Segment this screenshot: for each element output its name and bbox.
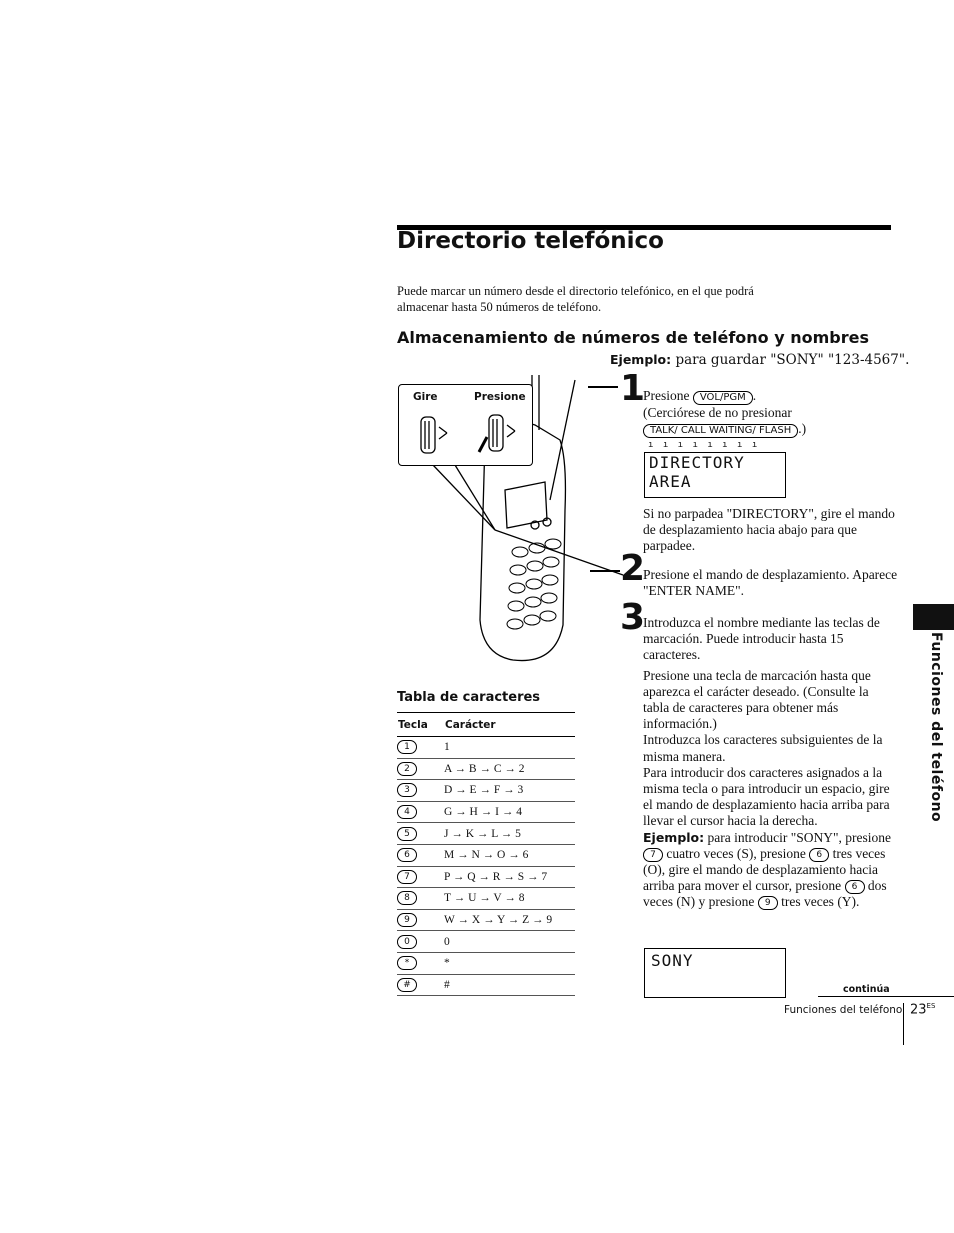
table-cell-chars: A → B → C → 2 [444,758,575,780]
lcd-directory [644,452,786,498]
footer-divider [903,1003,904,1045]
step-3-ex-a: para introducir "SONY", presione [707,829,892,845]
example-line [610,352,909,368]
talk-flash-key: TALK/ CALL WAITING/ FLASH [643,424,798,438]
table-cell-key [397,801,444,823]
step-1-arrow [588,386,618,388]
page-number-value: 23 [910,1002,927,1018]
table-cell-key [397,823,444,845]
step-1-instruction: Presione [643,388,690,403]
table-cell-key [397,737,444,759]
dial-key-icon: 3 [397,783,417,797]
step-3-example-label: Ejemplo: [643,829,705,845]
turn-label: Gire [413,391,438,403]
table-cell-chars: 1 [444,737,575,759]
step-2-text: Presione el mando de desplazamiento. Aparece "ENTER NAME". [643,567,898,599]
page-title: Directorio telefónico [397,228,664,254]
step-3-ex-d: dos veces (N) y presione [643,878,887,910]
dial-key-icon: 6 [397,848,417,862]
jog-dial-icon [409,407,524,462]
step-3-p2: Presione una tecla de marcación hasta que aparezca el carácter deseado. (Consulte la tabla de caracteres para obtener más información.) [643,667,871,732]
table-row [397,758,575,780]
table-row [397,974,575,996]
dial-key-icon: 9 [397,913,417,927]
side-tab-label: Funciones del teléfono [928,632,944,823]
table-cell-key [397,888,444,910]
step-3-text [643,615,898,911]
footer-section: Funciones del teléfono [784,1004,903,1016]
table-cell-chars: P → Q → R → S → 7 [444,866,575,888]
table-cell-chars: D → E → F → 3 [444,780,575,802]
step-3-ex-b: cuatro veces (S), presione [666,845,806,861]
step-3-p3: Introduzca los caracteres subsiguientes de la misma manera. [643,732,883,764]
dial-key-icon: * [397,956,417,970]
key-6-button: 6 [845,880,865,894]
dial-key-icon: 4 [397,805,417,819]
dial-key-icon: # [397,978,417,992]
jog-dial-callout [398,384,533,466]
table-row [397,888,575,910]
table-row [397,931,575,953]
step-1-number: 1 [620,368,646,409]
blink-marks: ı ı ı ı ı ı ı ı [648,440,760,450]
dial-key-icon: 7 [397,870,417,884]
character-table [397,712,575,996]
table-cell-chars: W → X → Y → Z → 9 [444,909,575,931]
table-cell-key [397,952,444,974]
table-cell-chars: * [444,952,575,974]
step-1-after: Si no parpadea "DIRECTORY", gire el mando de desplazamiento hacia abajo para que parpadee. [643,506,895,554]
step-2-number: 2 [620,548,646,589]
step-1-note-end: .) [798,421,807,437]
step-3-ex-e: tres veces (Y). [781,894,860,910]
dial-key-icon: 2 [397,762,417,776]
table-row [397,844,575,866]
example-text: para guardar "SONY" "123-4567". [675,352,910,368]
table-header-row [397,713,575,737]
step-2-arrow [590,570,620,572]
table-row [397,866,575,888]
step-3-p1: Introduzca el nombre mediante las teclas de marcación. Puede introducir hasta 15 caracteres. [643,615,880,663]
step-1-note: (Cerciórese de no presionar [643,405,792,420]
table-cell-key [397,866,444,888]
key-9-button: 9 [758,896,778,910]
step-1-text: Presione VOL/PGM . (Cerciórese de no presionar TALK/ CALL WAITING/ FLASH .) [643,388,807,437]
example-label: Ejemplo: [610,352,672,367]
vol-pgm-key: VOL/PGM [693,391,753,405]
table-row [397,823,575,845]
dial-key-icon: 0 [397,935,417,949]
header-key: Tecla [397,713,444,737]
table-cell-chars: # [444,974,575,996]
continued-label: continúa [843,984,890,995]
page-number [910,1002,935,1017]
dial-key-icon: 1 [397,740,417,754]
intro-paragraph: Puede marcar un número desde el directorio telefónico, en el que podrá almacenar hasta 50 números de teléfono. [397,284,754,314]
page-language-suffix: ES [926,1002,936,1010]
table-cell-chars: 0 [444,931,575,953]
step-3-example [643,830,898,911]
table-cell-chars: G → H → I → 4 [444,801,575,823]
step-3-p4: Para introducir dos caracteres asignados a la misma tecla o para introducir un espacio, gire el mando de desplazamiento hacia arriba para llevar el cursor hacia la derecha. [643,764,890,829]
dial-key-icon: 8 [397,891,417,905]
table-cell-chars: T → U → V → 8 [444,888,575,910]
table-cell-key [397,931,444,953]
step-3-number: 3 [620,597,646,638]
section-title: Almacenamiento de números de teléfono y nombres [397,328,870,347]
table-row [397,909,575,931]
key-6-button: 6 [809,848,829,862]
section-tab-marker [913,604,954,630]
table-cell-chars: J → K → L → 5 [444,823,575,845]
table-row [397,801,575,823]
table-cell-key [397,974,444,996]
header-char: Carácter [444,713,575,737]
lcd-sony-text: SONY [651,951,694,970]
key-7-button: 7 [643,848,663,862]
table-cell-key [397,909,444,931]
table-row [397,952,575,974]
step-3-ex-c: tres veces (O), gire el mando de desplazamiento hacia arriba para mover el cursor, presione [643,845,886,894]
table-row [397,737,575,759]
table-title: Tabla de caracteres [397,690,541,705]
table-cell-key [397,844,444,866]
dial-key-icon: 5 [397,827,417,841]
table-cell-key [397,758,444,780]
table-cell-chars: M → N → O → 6 [444,844,575,866]
lcd-directory-text: DIRECTORY AREA [649,453,745,491]
press-label: Presione [474,391,526,403]
table-row [397,780,575,802]
lcd-sony [644,948,786,998]
continued-rule [818,996,954,997]
table-cell-key [397,780,444,802]
